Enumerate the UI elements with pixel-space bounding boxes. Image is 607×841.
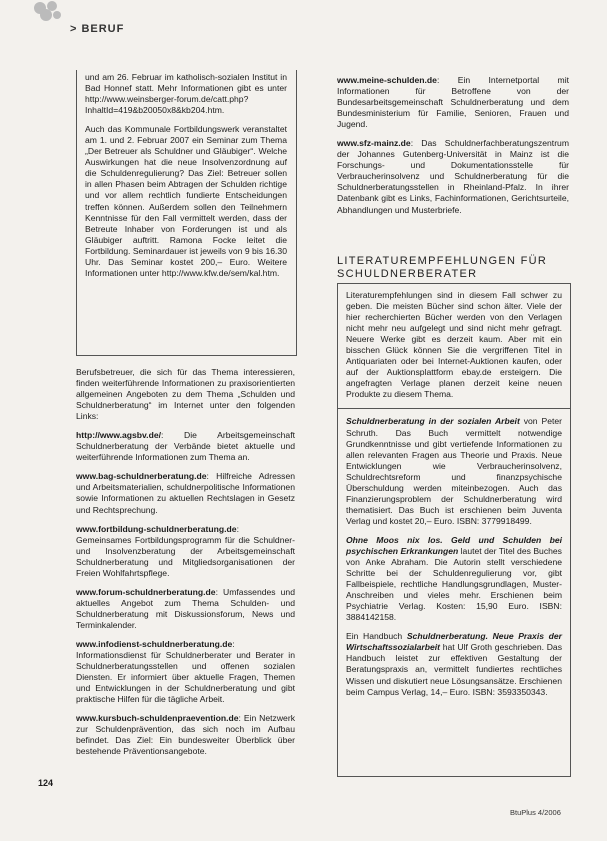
link-url[interactable]: www.sfz-mainz.de bbox=[337, 138, 411, 149]
link-url[interactable]: www.infodienst-schuldnerberatung.de bbox=[76, 638, 233, 649]
journal-footer: BtuPlus 4/2006 bbox=[510, 808, 561, 817]
right-column bbox=[337, 75, 569, 224]
link-entry: www.fortbildung-schuldnerberatung.de: Gemeinsames Fortbildungsprogramm für die Schuldner- und Insolvenzberatung der Arbeitsgemeinschaft Schuldnerberatung und Mitgliedsorganisationen der Freien Wohlfahrtspflege. bbox=[76, 523, 295, 578]
box-paragraph: Auch das Kommunale Fortbildungswerk veranstaltet am 1. und 2. Februar 2007 ein Seminar zum Thema „Der Betreuer als Schuldner und Gläubiger“. Welche Auswirkungen hat die neue Insolvenzordnung auf die Schuldenregulierung? Das Ziel: Betreuer sollen in allen Phasen beim Abtragen der Schulden richtige und vor allem rechtlich fundierte Entscheidungen treffen können. Außerdem sollen den Teilnehmern Kenntnisse für den Fall vermittelt werden, dass der Betreute Inhaber von Forderungen ist und als Gläubiger auftritt. Ramona Focke leitet die Fortbildung. Seminardauer ist jeweils von 9 bis 16.30 Uhr. Das Seminar kostet 200,– Euro. Weitere Informationen unter http://www.kfw.de/sem/kal.htm. bbox=[85, 124, 287, 278]
box-paragraph: Literaturempfehlungen sind in diesem Fall schwer zu geben. Die meisten Bücher sind schon älter. Viele der hier recherchierten Bücher werden von den Verlagen nicht mehr neu aufgelegt und sind nicht mehr gefragt. Neuere Werke gibt es derzeit kaum. Aber mit ein bisschen Glück können Sie die vergriffenen Titel in Antiquariaten oder bei Internet-Auktionen kaufen, oder auf der Auktionsplattform ebay.de ersteigern. Die angefragten Verlage planen derzeit keine neuen Produkte zu diesem Thema. bbox=[346, 290, 562, 400]
link-entry: www.kursbuch-schuldenpraevention.de: Ein Netzwerk zur Schuldenprävention, das sich noch im Aufbau befindet. Das Ziel: Ein bundesweiter Überblick über bestehende Präventionsangebote. bbox=[76, 713, 295, 757]
intro-paragraph: Berufsbetreuer, die sich für das Thema interessieren, finden weiterführende Informationen zu praxisorientierten allgemeinen Angeboten zu dem Thema „Schulden und Schuldnerberatung“ im Internet unter den folgenden Links: bbox=[76, 367, 295, 422]
link-url[interactable]: http://www.agsbv.de/ bbox=[76, 430, 161, 441]
literature-box bbox=[337, 283, 571, 777]
book-title: Schuldnerberatung in der sozialen Arbeit bbox=[346, 416, 520, 427]
link-entry: http://www.agsbv.de/: Die Arbeitsgemeinschaft Schuldnerberatung der Verbände bietet aktuelle und weiterführende Informationen zum Thema an. bbox=[76, 430, 295, 463]
chevron-right-icon: > bbox=[70, 23, 78, 35]
logo-icon bbox=[30, 0, 64, 24]
book-entry: Ein Handbuch Schuldnerberatung. Neue Praxis der Wirtschaftssozialarbeit hat Ulf Groth geschrieben. Das Handbuch leistet zur effektiven Gestaltung der Beratungspraxis an, vermittelt fundiertes rechtliches Wissen und diskutiert neue Lösungsansätze. Erschienen beim Campus Verlag, 14,– Euro. ISBN: 3593350343. bbox=[346, 631, 562, 697]
link-entry: www.meine-schulden.de: Ein Internetportal mit Informationen für Betroffene von der Bundesarbeitsgemeinschaft Schuldnerberatung und dem Bundesministerium für Familie, Senioren, Frauen und Jugend. bbox=[337, 75, 569, 130]
section-title: BERUF bbox=[81, 23, 125, 35]
link-url[interactable]: www.kursbuch-schuldenpraevention.de bbox=[76, 713, 239, 724]
link-url[interactable]: www.forum-schuldnerberatung.de bbox=[76, 586, 216, 597]
page-number: 124 bbox=[38, 778, 54, 788]
book-title: Schuldnerberatung. Neue Praxis der Wirtschaftssozialarbeit bbox=[346, 631, 562, 653]
link-url[interactable]: www.bag-schuldnerberatung.de bbox=[76, 471, 207, 482]
link-entry: www.bag-schuldnerberatung.de: Hilfreiche Adressen und Arbeitsmaterialien, schuldnerpolitische Informationen sowie Informationen zu aktuellen Rechtslagen in Gesetz und Rechtsprechung. bbox=[76, 471, 295, 515]
book-entry: Schuldnerberatung in der sozialen Arbeit von Peter Schruth. Das Buch vermittelt notwendige Grundkenntnisse und gibt vertiefende Informationen zu allen relevanten Fragen aus Theorie und Praxis. Neue Entwicklungen wie Verbraucherinsolvenz, Schuldrechtsreform und finanzpsychische Überschuldung werden miteinbezogen. Auch das Finanzierungsproblem der Schuldnerberatung wird thematisiert. Das Buch ist erschienen beim Juventa Verlag und kostet 20,– Euro. ISBN: 3779918499. bbox=[346, 416, 563, 526]
section-header bbox=[70, 23, 124, 35]
literature-heading: LITERATUREMPFEHLUNGEN FÜR SCHULDNERBERATER bbox=[337, 255, 548, 280]
info-box bbox=[76, 70, 297, 356]
divider bbox=[338, 408, 570, 409]
link-entry: www.sfz-mainz.de: Das Schuldnerfachberatungszentrum der Johannes Gutenberg-Universität in Mainz ist die Forschungs- und Dokumentationsstelle für Verbraucherinsolvenz und Schuldnerberatung für die Schuldnerberatungsstellen in Rheinland-Pfalz. In ihrer Datenbank gibt es Links, Fachinformationen, Gerichtsurteile, Abhandlungen und Musterbriefe. bbox=[337, 138, 569, 215]
link-entry: www.infodienst-schuldnerberatung.de: Informationsdienst für Schuldnerberater und Berater in Schuldnerberatungsstellen und offenen sozialen Diensten. Er informiert über aktuelle Fragen, Themen und Entwicklungen in der Schuldnerberatung und gibt praktische Hilfen für die tägliche Arbeit. bbox=[76, 638, 295, 705]
link-url[interactable]: www.meine-schulden.de bbox=[337, 75, 437, 85]
link-url[interactable]: www.fortbildung-schuldnerberatung.de bbox=[76, 523, 237, 534]
book-entry: Ohne Moos nix los. Geld und Schulden bei psychischen Erkrankungen lautet der Titel des Buches von Anke Abraham. Die Autorin stellt verschiedene Schritte bei der Schuldenregulierung vor, gibt Fallbeispiele, rechtliche Handlungsgrundlagen, Muster-Anschreiben und vieles mehr. Erschienen beim Psychiatrie Verlag. Kosten: 15,90 Euro. ISBN: 3884142158. bbox=[346, 534, 562, 623]
box-paragraph: und am 26. Februar im katholisch-sozialen Institut in Bad Honnef statt. Mehr Informationen gibt es unter http://www.weinsberger-forum.de/catt.php?InhaltId=419&b20050x8&kb204.htm. bbox=[85, 72, 287, 116]
left-column bbox=[76, 367, 295, 765]
link-entry: www.forum-schuldnerberatung.de: Umfassendes und aktuelles Angebot zum Thema Schulden- und Schuldnerberatung mit Diskussionsforum, News und Terminkalender. bbox=[76, 586, 295, 630]
book-title: Ohne Moos nix los. Geld und Schulden bei psychischen Erkrankungen bbox=[346, 534, 562, 556]
